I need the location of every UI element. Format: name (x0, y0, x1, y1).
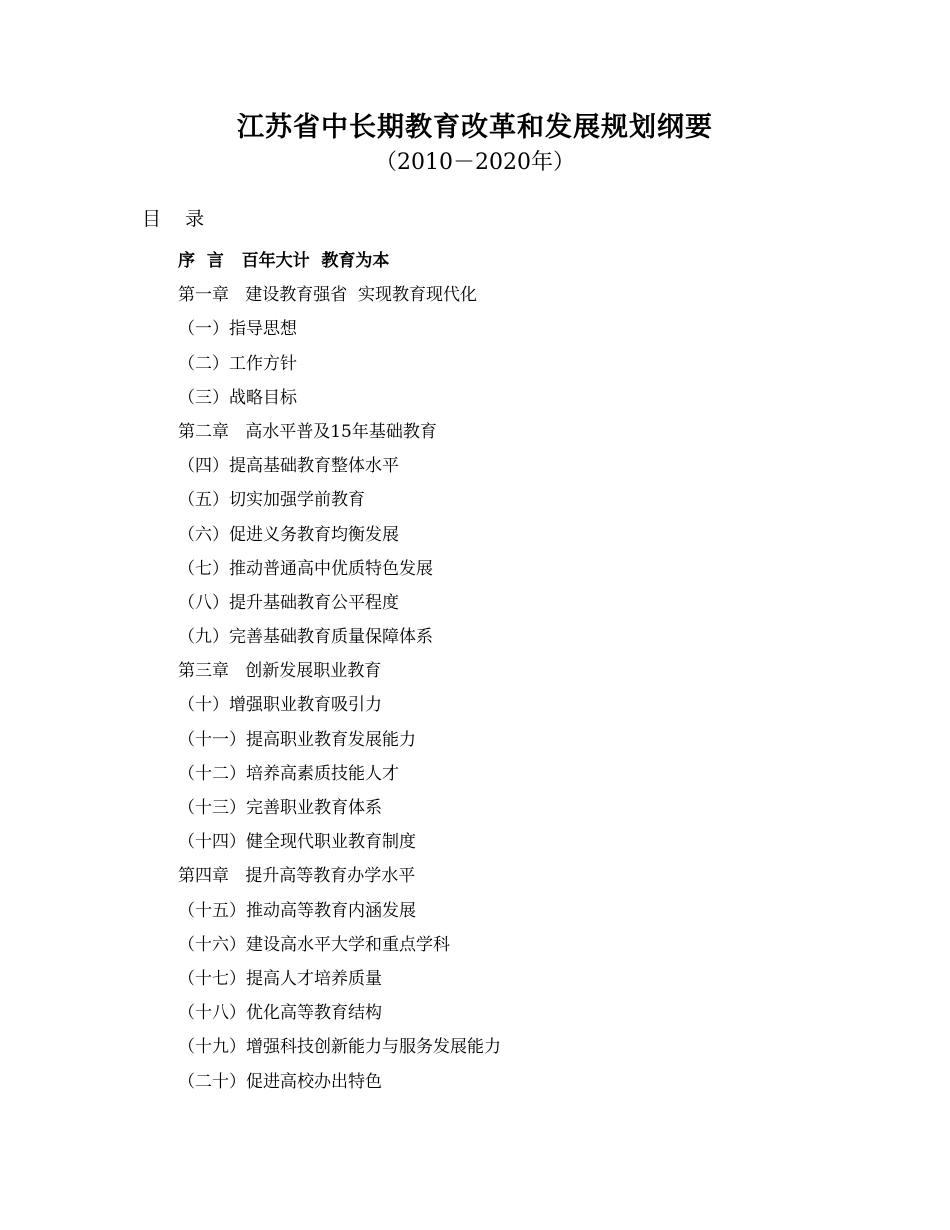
toc-item: （七）推动普通高中优质特色发展 (178, 558, 433, 579)
toc-item: （十六）建设高水平大学和重点学科 (178, 934, 450, 955)
toc-item: （三）战略目标 (178, 387, 297, 408)
toc-item: 第一章 建设教育强省 实现教育现代化 (178, 285, 478, 306)
toc-item: （十三）完善职业教育体系 (178, 798, 382, 818)
toc-item: 第二章 高水平普及15年基础教育 (178, 421, 437, 442)
toc-item: 序 言 百年大计 教育为本 (178, 251, 390, 271)
table-of-contents (178, 244, 501, 1099)
toc-item: （十四）健全现代职业教育制度 (178, 832, 416, 853)
toc-item: （十二）培养高素质技能人才 (178, 763, 399, 784)
toc-item: （十八）优化高等教育结构 (178, 1003, 382, 1024)
toc-item: （二十）促进高校办出特色 (178, 1071, 382, 1092)
toc-heading: 目 录 (142, 208, 205, 230)
toc-item: （六）促进义务教育均衡发展 (178, 524, 399, 545)
toc-item: （一）指导思想 (178, 319, 297, 340)
toc-item: 第三章 创新发展职业教育 (178, 661, 382, 682)
toc-item: （十）增强职业教育吸引力 (178, 695, 382, 716)
document-title: 江苏省中长期教育改革和发展规划纲要 (237, 112, 713, 143)
toc-item: （九）完善基础教育质量保障体系 (178, 627, 433, 648)
toc-item: （十七）提高人才培养质量 (178, 968, 382, 989)
toc-item: （十五）推动高等教育内涵发展 (178, 900, 416, 921)
toc-item: （八）提升基础教育公平程度 (178, 592, 399, 613)
toc-item: （十九）增强科技创新能力与服务发展能力 (178, 1037, 501, 1058)
toc-item: （十一）提高职业教育发展能力 (178, 729, 416, 750)
toc-item: （二）工作方针 (178, 353, 297, 374)
toc-item: 第四章 提升高等教育办学水平 (178, 866, 416, 887)
document-subtitle: （2010－2020年） (375, 150, 575, 175)
toc-item: （四）提高基础教育整体水平 (178, 456, 399, 477)
toc-item: （五）切实加强学前教育 (178, 490, 365, 511)
